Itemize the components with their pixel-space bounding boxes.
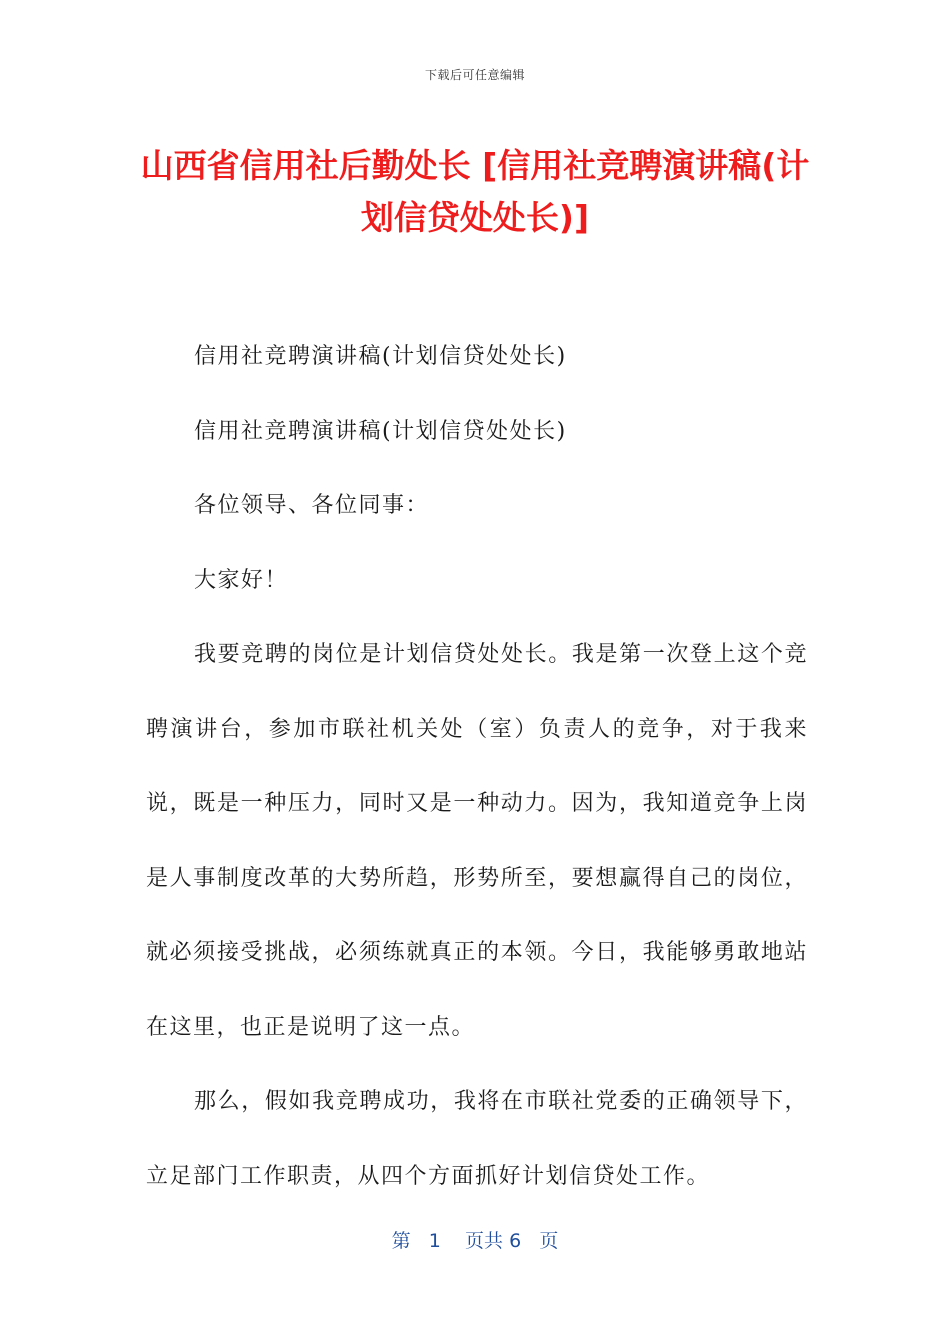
footer-page-middle: 页共 [465,1230,504,1252]
header-note: 下载后可任意编辑 [424,68,525,82]
footer-total-pages: 6 [509,1230,522,1252]
footer-page-prefix: 第 [391,1230,411,1252]
paragraph-subtitle-1: 信用社竞聘演讲稿(计划信贷处处长) [194,344,567,369]
paragraph-salutation: 各位领导、各位同事： [194,493,430,518]
paragraph-greeting: 大家好！ [194,567,289,593]
page-footer [0,1226,950,1253]
document-body [146,320,808,1214]
paragraph-plan: 那么，假如我竞聘成功，我将在市联社党委的正确领导下，立足部门工作职责，从四个方面抓好计划信贷处工作。 [146,1089,808,1189]
paragraph-intro: 我要竞聘的岗位是计划信贷处处长。我是第一次登上这个竞聘演讲台，参加市联社机关处（室）负责人的竞争，对于我来说，既是一种压力，同时又是一种动力。因为，我知道竞争上岗是人事制度改革的大势所趋，形势所至，要想赢得自己的岗位，就必须接受挑战，必须练就真正的本领。今日，我能够勇敢地站在这里，也正是说明了这一点。 [146,642,808,1040]
document-title: 山西省信用社后勤处长 [信用社竞聘演讲稿(计划信贷处处长)] [140,146,810,237]
footer-current-page: 1 [428,1230,441,1252]
footer-page-suffix: 页 [539,1230,559,1252]
paragraph-subtitle-2: 信用社竞聘演讲稿(计划信贷处处长) [194,418,567,444]
